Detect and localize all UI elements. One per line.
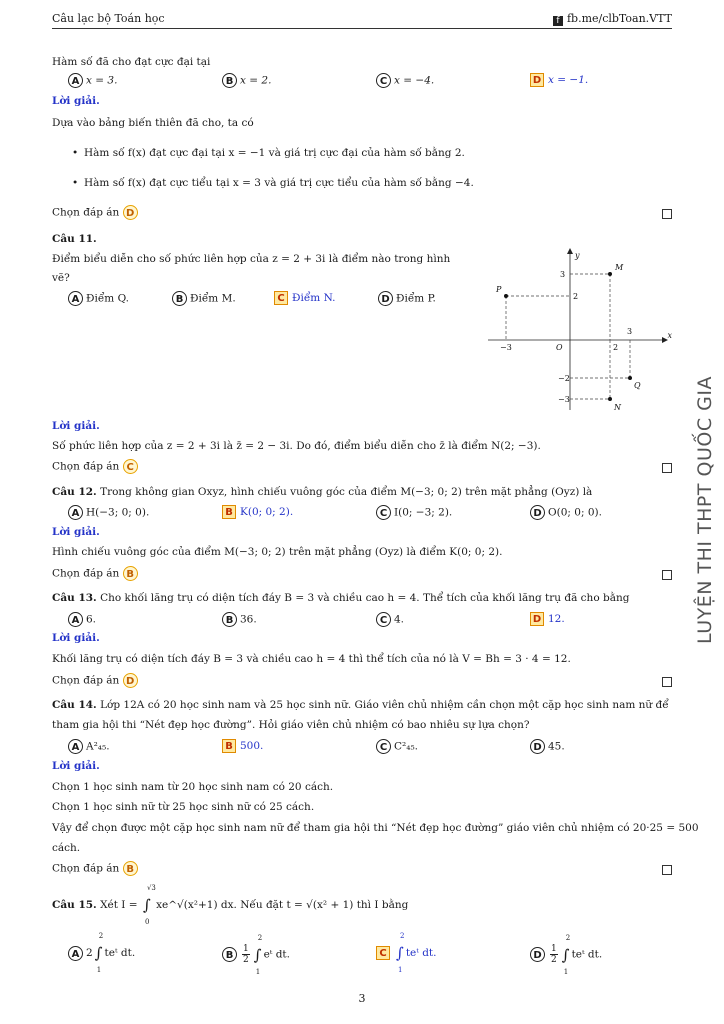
q14-question-1: Câu 14. Lớp 12A có 20 học sinh nam và 25 học sinh nữ. Giáo viên chủ nhiệm cần chọn một cặp học sinh nam nữ để bbox=[52, 699, 669, 711]
bullet-dot: • bbox=[72, 147, 79, 159]
q15-option-c[interactable]: C ∫ 2 1 teᵗ dt. bbox=[376, 944, 436, 962]
qed-square bbox=[662, 677, 672, 687]
prev-question-text: Hàm số đã cho đạt cực đại tại bbox=[52, 56, 211, 68]
point-label: P bbox=[496, 285, 502, 294]
qed-square bbox=[662, 463, 672, 473]
origin-label: O bbox=[556, 343, 563, 352]
q13-option-d[interactable]: D 12. bbox=[530, 612, 565, 626]
q12-option-d[interactable]: D O(0; 0; 0). bbox=[530, 505, 602, 520]
q14-solution-1: Chọn 1 học sinh nam từ 20 học sinh nam có 20 cách. bbox=[52, 781, 334, 793]
q12-option-a[interactable]: A H(−3; 0; 0). bbox=[68, 505, 149, 520]
y-axis-label: y bbox=[575, 251, 580, 260]
prev-choose: Chọn đáp án D bbox=[52, 205, 141, 220]
point-p bbox=[504, 294, 508, 298]
q11-solution-label: Lời giải. bbox=[52, 420, 100, 432]
prev-option-d[interactable]: D x = −1. bbox=[530, 73, 588, 87]
q13-option-a[interactable]: A 6. bbox=[68, 612, 96, 627]
header-title: Câu lạc bộ Toán học bbox=[52, 12, 165, 25]
q13-solution: Khối lăng trụ có diện tích đáy B = 3 và chiều cao h = 4 thì thể tích của nó là V = Bh = 3 · 4 = 12. bbox=[52, 653, 571, 665]
page-number: 3 bbox=[358, 992, 366, 1005]
q14-solution-label: Lời giải. bbox=[52, 760, 100, 772]
prev-solution-intro: Dựa vào bảng biến thiên đã cho, ta có bbox=[52, 117, 254, 129]
q12-answer-badge: B bbox=[123, 566, 138, 581]
q15-option-a[interactable]: A 2 ∫ 2 1 teᵗ dt. bbox=[68, 944, 135, 962]
q15-question: Câu 15. Xét I = ∫ √3 0 xe^√(x²+1) dx. Nếu đặt t = √(x² + 1) thì I bằng bbox=[52, 884, 409, 926]
q11-option-a[interactable]: A Điểm Q. bbox=[68, 291, 129, 306]
tick-label: 2 bbox=[573, 292, 579, 301]
q12-solution-label: Lời giải. bbox=[52, 526, 100, 538]
q11-option-c[interactable]: C Điểm N. bbox=[274, 291, 335, 305]
prev-solution-label: Lời giải. bbox=[52, 95, 100, 107]
q11-option-b[interactable]: B Điểm M. bbox=[172, 291, 236, 306]
q15-option-b[interactable]: B $\frac{1}{2}$ ∫ 2 1 eᵗ dt. bbox=[222, 944, 290, 965]
q13-choose: Chọn đáp án D bbox=[52, 673, 141, 688]
tick-label: −2 bbox=[558, 374, 570, 383]
q14-question-2: tham gia hội thi “Nét đẹp học đường”. Hỏi giáo viên chủ nhiệm có bao nhiêu sự lựa chọn? bbox=[52, 719, 530, 731]
point-label: N bbox=[614, 403, 621, 412]
q12-solution: Hình chiếu vuông góc của điểm M(−3; 0; 2) trên mặt phẳng (Oyz) là điểm K(0; 0; 2). bbox=[52, 546, 503, 558]
facebook-icon: f bbox=[553, 16, 563, 26]
x-axis-label: x bbox=[667, 331, 672, 340]
point-q bbox=[628, 376, 632, 380]
q14-solution-3: Vậy để chọn được một cặp học sinh nam nữ để tham gia hội thi “Nét đẹp học đường” giáo viên chủ nhiệm có 20·25 = 500 bbox=[52, 822, 699, 834]
y-axis-arrow bbox=[567, 248, 573, 254]
prev-answer-badge: D bbox=[123, 205, 138, 220]
q15-option-d[interactable]: D $\frac{1}{2}$ ∫ 2 1 teᵗ dt. bbox=[530, 944, 602, 965]
point-label: Q bbox=[634, 381, 641, 390]
prev-bullet-2: Hàm số f(x) đạt cực tiểu tại x = 3 và giá trị cực tiểu của hàm số bằng −4. bbox=[84, 177, 474, 189]
q12-option-c[interactable]: C I(0; −3; 2). bbox=[376, 505, 452, 520]
prev-option-a[interactable]: A x = 3. bbox=[68, 73, 117, 88]
prev-option-c[interactable]: C x = −4. bbox=[376, 73, 434, 88]
q14-option-a[interactable]: A A²₄₅. bbox=[68, 739, 110, 754]
point-m bbox=[608, 272, 612, 276]
page-header bbox=[52, 12, 672, 29]
q14-option-d[interactable]: D 45. bbox=[530, 739, 565, 754]
q12-question: Câu 12. Trong không gian Oxyz, hình chiếu vuông góc của điểm M(−3; 0; 2) trên mặt phẳng (Oyz) là bbox=[52, 486, 593, 498]
q14-choose: Chọn đáp án B bbox=[52, 861, 141, 876]
tick-label: −3 bbox=[558, 395, 570, 404]
q14-solution-4: cách. bbox=[52, 842, 81, 854]
q11-answer-badge: C bbox=[123, 459, 138, 474]
prev-bullet-1: Hàm số f(x) đạt cực đại tại x = −1 và giá trị cực đại của hàm số bằng 2. bbox=[84, 147, 465, 159]
point-label: M bbox=[615, 263, 624, 272]
tick-label: −3 bbox=[500, 343, 512, 352]
q14-solution-2: Chọn 1 học sinh nữ từ 25 học sinh nữ có 25 cách. bbox=[52, 801, 315, 813]
point-n bbox=[608, 397, 612, 401]
q12-choose: Chọn đáp án B bbox=[52, 566, 141, 581]
prev-option-b[interactable]: B x = 2. bbox=[222, 73, 271, 88]
q13-option-b[interactable]: B 36. bbox=[222, 612, 257, 627]
q11-header: Câu 11. bbox=[52, 233, 97, 245]
q11-text-1: Điểm biểu diễn cho số phức liên hợp của z = 2 + 3i là điểm nào trong hình bbox=[52, 253, 451, 265]
q14-option-c[interactable]: C C²₄₅. bbox=[376, 739, 418, 754]
tick-label: 3 bbox=[560, 270, 566, 279]
tick-label: 3 bbox=[627, 327, 633, 336]
q13-solution-label: Lời giải. bbox=[52, 632, 100, 644]
q13-answer-badge: D bbox=[123, 673, 138, 688]
tick-label: 2 bbox=[613, 343, 619, 352]
q11-option-d[interactable]: D Điểm P. bbox=[378, 291, 436, 306]
header-link[interactable] bbox=[553, 12, 672, 26]
integral-sign: ∫ √3 0 bbox=[142, 884, 156, 926]
q13-question: Câu 13. Cho khối lăng trụ có diện tích đáy B = 3 và chiều cao h = 4. Thể tích của khối lăng trụ đã cho bằng bbox=[52, 592, 630, 604]
qed-square bbox=[662, 865, 672, 875]
complex-plane-graph bbox=[484, 246, 674, 416]
q11-text-2: vẽ? bbox=[52, 272, 70, 284]
header-link-text[interactable]: fb.me/clbToan.VTT bbox=[566, 12, 672, 25]
q13-option-c[interactable]: C 4. bbox=[376, 612, 404, 627]
q12-option-b[interactable]: B K(0; 0; 2). bbox=[222, 505, 293, 519]
q11-solution: Số phức liên hợp của z = 2 + 3i là z̄ = 2 − 3i. Do đó, điểm biểu diễn cho z̄ là điểm N(2; −3). bbox=[52, 440, 541, 452]
qed-square bbox=[662, 209, 672, 219]
q11-choose: Chọn đáp án C bbox=[52, 459, 141, 474]
sidebar-banner: LUYỆN THI THPT QUỐC GIA bbox=[694, 376, 716, 644]
qed-square bbox=[662, 570, 672, 580]
q14-answer-badge: B bbox=[123, 861, 138, 876]
q14-option-b[interactable]: B 500. bbox=[222, 739, 263, 753]
bullet-dot: • bbox=[72, 177, 79, 189]
